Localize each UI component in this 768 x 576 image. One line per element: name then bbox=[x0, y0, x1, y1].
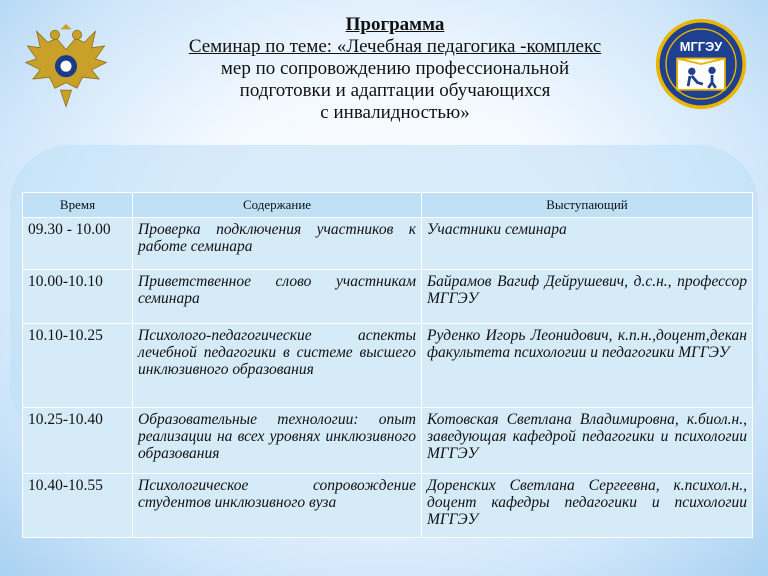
column-header-content: Содержание bbox=[133, 193, 422, 218]
time-cell: 10.40-10.55 bbox=[23, 474, 133, 538]
time-cell: 10.10-10.25 bbox=[23, 324, 133, 408]
content-cell: Образовательные технологии: опыт реализации на всех уровнях инклюзивного образования bbox=[133, 408, 422, 474]
university-logo-icon bbox=[655, 18, 747, 110]
program-table bbox=[22, 192, 753, 538]
subtitle-line-3: подготовки и адаптации обучающихся bbox=[239, 80, 551, 101]
table-header-row bbox=[23, 193, 753, 218]
content-cell: Проверка подключения участников к работе семинара bbox=[133, 218, 422, 270]
page-title: Программа bbox=[345, 14, 445, 35]
content-cell: Психологическое сопровождение студентов инклюзивного вуза bbox=[133, 474, 422, 538]
table-row bbox=[23, 408, 753, 474]
coat-of-arms-icon bbox=[20, 22, 112, 114]
table-row bbox=[23, 324, 753, 408]
content-cell: Психолого-педагогические аспекты лечебной педагогики в системе высшего инклюзивного образования bbox=[133, 324, 422, 408]
title-block bbox=[130, 14, 660, 124]
table-row bbox=[23, 474, 753, 538]
column-header-speaker: Выступающий bbox=[422, 193, 753, 218]
time-cell: 10.00-10.10 bbox=[23, 270, 133, 324]
subtitle-line-2: мер по сопровождению профессиональной bbox=[220, 58, 570, 79]
subtitle-line-4: с инвалидностью» bbox=[320, 102, 470, 123]
speaker-cell: Участники семинара bbox=[422, 218, 753, 270]
time-cell: 10.25-10.40 bbox=[23, 408, 133, 474]
column-header-time: Время bbox=[23, 193, 133, 218]
speaker-cell: Байрамов Вагиф Дейрушевич, д.с.н., профессор МГГЭУ bbox=[422, 270, 753, 324]
content-cell: Приветственное слово участникам семинара bbox=[133, 270, 422, 324]
logo-text: МГГЭУ bbox=[679, 39, 723, 55]
table-row bbox=[23, 218, 753, 270]
subtitle-line-1: Семинар по теме: «Лечебная педагогика -комплекс bbox=[188, 36, 602, 57]
speaker-cell: Руденко Игорь Леонидович, к.п.н.,доцент,декан факультета психологии и педагогики МГГЭУ bbox=[422, 324, 753, 408]
time-cell: 09.30 - 10.00 bbox=[23, 218, 133, 270]
speaker-cell: Котовская Светлана Владимировна, к.биол.н., заведующая кафедрой педагогики и психологии МГГЭУ bbox=[422, 408, 753, 474]
table-row bbox=[23, 270, 753, 324]
speaker-cell: Доренских Светлана Сергеевна, к.психол.н., доцент кафедры педагогики и психологии МГГЭУ bbox=[422, 474, 753, 538]
